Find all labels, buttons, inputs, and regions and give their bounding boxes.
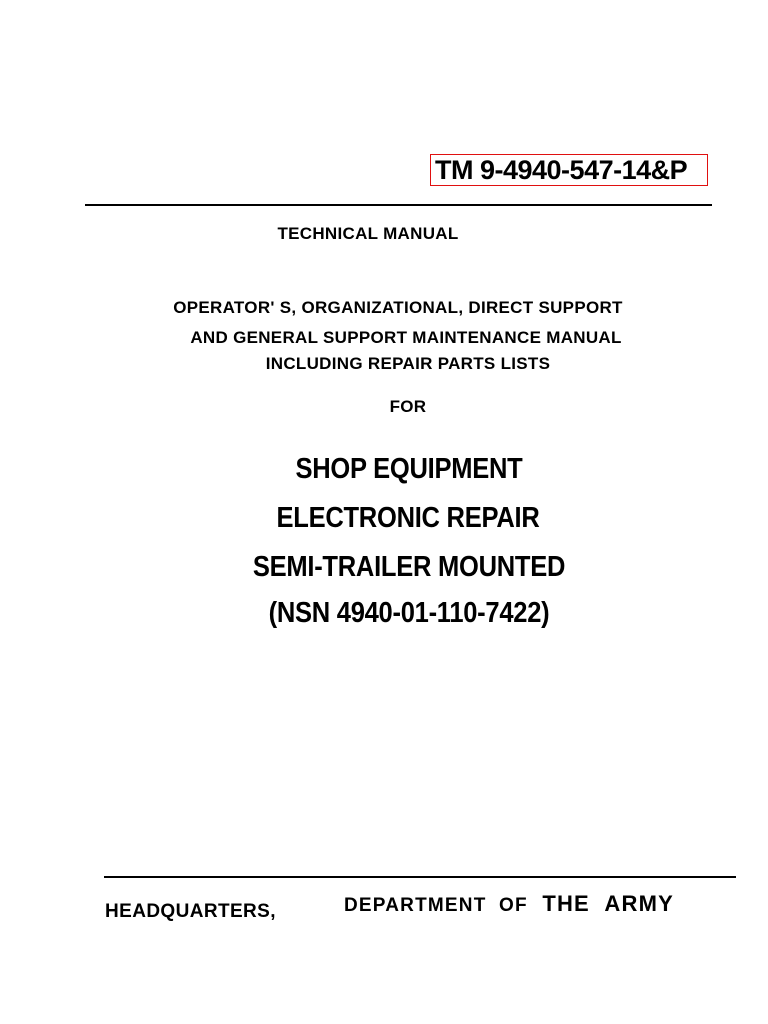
bottom-divider	[104, 876, 736, 878]
nsn-line: (NSN 4940-01-110-7422)	[268, 597, 550, 629]
tm-number-box	[430, 154, 708, 186]
description-line-3: INCLUDING REPAIR PARTS LISTS	[265, 354, 551, 373]
army-word: ARMY	[604, 891, 674, 916]
department-word: DEPARTMENT	[344, 895, 487, 916]
description-line-1: OPERATOR' S, ORGANIZATIONAL, DIRECT SUPPORT	[173, 298, 623, 317]
the-word: THE	[542, 891, 590, 916]
description-line-2: AND GENERAL SUPPORT MAINTENANCE MANUAL	[190, 328, 622, 347]
top-divider	[85, 204, 712, 206]
manual-heading: TECHNICAL MANUAL	[277, 224, 459, 243]
department-label	[344, 891, 674, 917]
for-label: FOR	[389, 397, 427, 416]
title-line-1: SHOP EQUIPMENT	[295, 453, 523, 485]
title-line-2: ELECTRONIC REPAIR	[276, 502, 540, 534]
title-line-3: SEMI-TRAILER MOUNTED	[252, 551, 566, 583]
of-word: OF	[499, 895, 528, 916]
tm-number: TM 9-4940-547-14&P	[435, 155, 688, 185]
headquarters-label: HEADQUARTERS,	[105, 901, 276, 922]
